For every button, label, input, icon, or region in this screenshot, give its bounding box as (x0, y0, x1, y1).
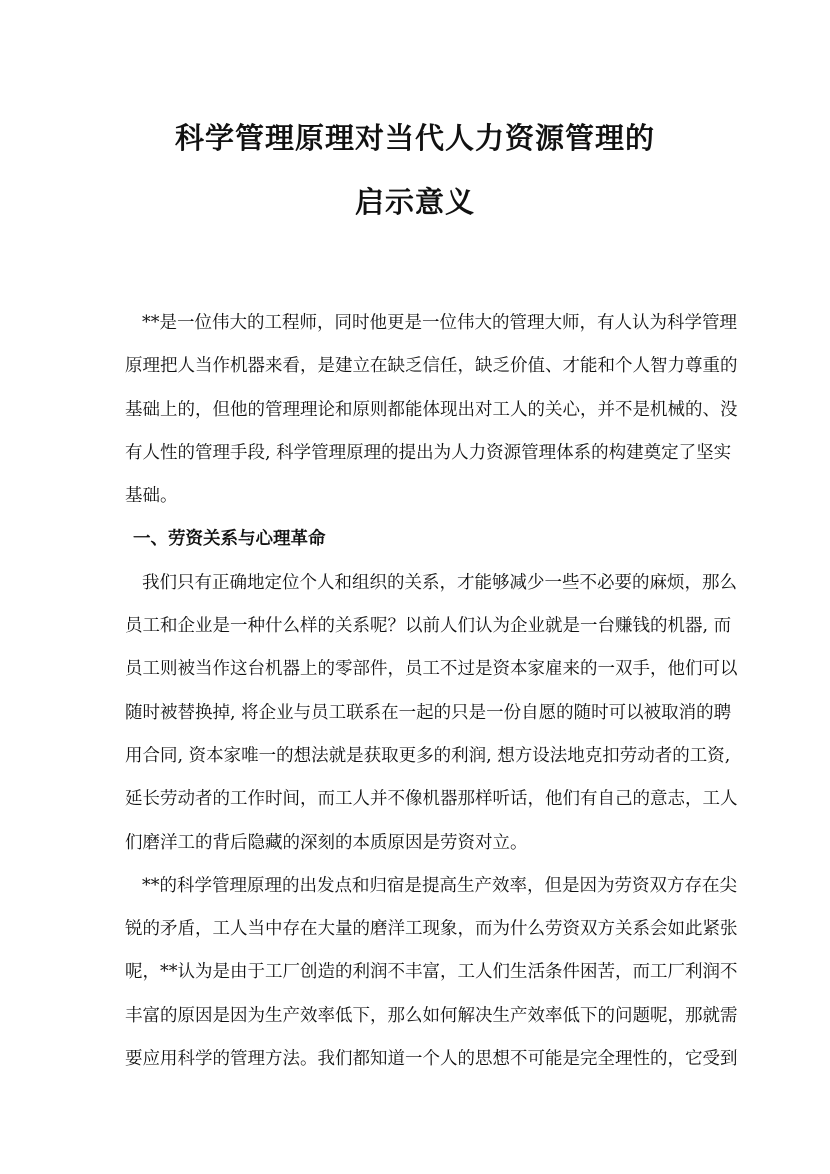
document-title-line-1: 科学管理原理对当代人力资源管理的 (174, 121, 655, 155)
paragraph-line: 原理把人当作机器来看，是建立在缺乏信任，缺乏价值、才能和个人智力尊重的 (125, 356, 738, 377)
paragraph-line: 锐的矛盾，工人当中存在大量的磨洋工现象，而为什么劳资双方关系会如此紧张 (125, 919, 738, 940)
paragraph-line: 随时被替换掉, 将企业与员工联系在一起的只是一份自愿的随时可以被取消的聘 (125, 702, 732, 723)
paragraph-line: 呢，**认为是由于工厂创造的利润不丰富，工人们生活条件困苦，而工厂利润不 (125, 962, 738, 983)
paragraph-line: **是一位伟大的工程师，同时他更是一位伟大的管理大师，有人认为科学管理 (142, 313, 737, 333)
document-title-line-2: 启示意义 (354, 185, 475, 219)
section-heading: 一、劳资关系与心理革命 (133, 529, 326, 550)
paragraph-line: 基础上的，但他的管理理论和原则都能体现出对工人的关心，并不是机械的、没 (125, 399, 738, 420)
paragraph-line: 我们只有正确地定位个人和组织的关系，才能够减少一些不必要的麻烦，那么 (142, 572, 737, 593)
document-body (125, 302, 738, 1081)
paragraph-line: 丰富的原因是因为生产效率低下，那么如何解决生产效率低下的问题呢，那就需 (125, 1005, 738, 1026)
paragraph-line: 们磨洋工的背后隐藏的深刻的本质原因是劳资对立。 (125, 832, 528, 853)
paragraph-line: 员工和企业是一种什么样的关系呢？以前人们认为企业就是一台赚钱的机器, 而 (125, 616, 732, 637)
paragraph-line: 延长劳动者的工作时间，而工人并不像机器那样听话，他们有自己的意志，工人 (125, 789, 738, 810)
paragraph-line: **的科学管理原理的出发点和归宿是提高生产效率，但是因为劳资双方存在尖 (142, 875, 737, 896)
paragraph-line: 要应用科学的管理方法。我们都知道一个人的思想不可能是完全理性的，它受到 (125, 1049, 738, 1070)
paragraph-line: 有人性的管理手段, 科学管理原理的提出为人力资源管理体系的构建奠定了坚实 (125, 442, 732, 463)
paragraph-line: 员工则被当作这台机器上的零部件，员工不过是资本家雇来的一双手，他们可以 (125, 659, 738, 680)
paragraph-line: 用合同, 资本家唯一的想法就是获取更多的利润, 想方设法地克扣劳动者的工资, (125, 745, 731, 766)
paragraph-line: 基础。 (125, 486, 178, 507)
